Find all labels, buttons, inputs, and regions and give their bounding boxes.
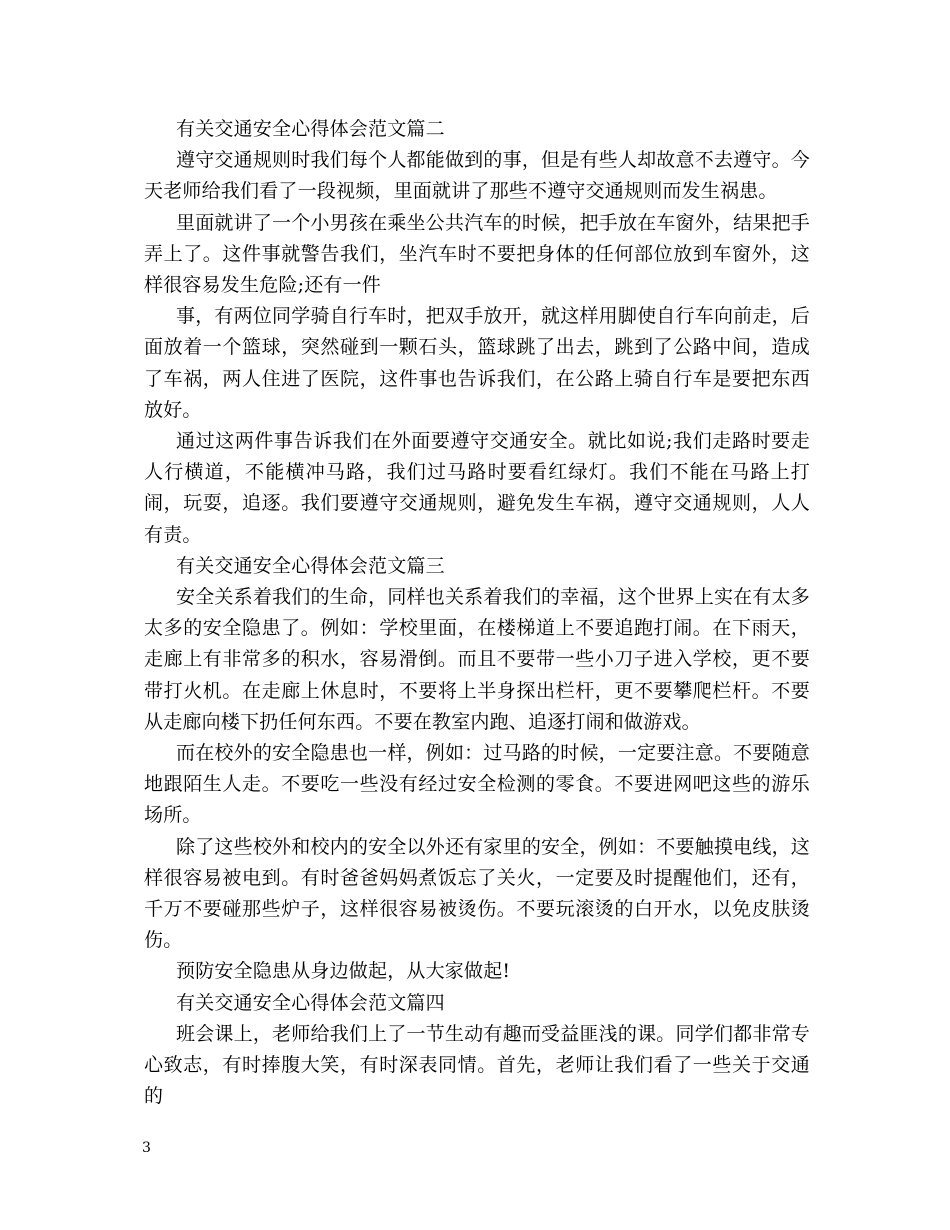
document-body bbox=[144, 114, 810, 1113]
paragraph: 而在校外的安全隐患也一样，例如：过马路的时候，一定要注意。不要随意地跟陌生人走。不要吃一些没有经过安全检测的零食。不要进网吧这些的游乐场所。 bbox=[144, 742, 810, 827]
paragraph: 安全关系着我们的生命，同样也关系着我们的幸福，这个世界上实在有太多太多的安全隐患了。例如：学校里面，在楼梯道上不要追跑打闹。在下雨天，走廊上有非常多的积水，容易滑倒。而且不要带一些小刀子进入学校，更不要带打火机。在走廊上休息时，不要将上半身探出栏杆，更不要攀爬栏杆。不要从走廊向楼下扔任何东西。不要在教室内跑、追逐打闹和做游戏。 bbox=[144, 586, 810, 733]
paragraph: 班会课上，老师给我们上了一节生动有趣而受益匪浅的课。同学们都非常专心致志，有时捧腹大笑，有时深表同情。首先，老师让我们看了一些关于交通的 bbox=[144, 1022, 810, 1108]
paragraph: 除了这些校外和校内的安全以外还有家里的安全，例如：不要触摸电线，这样很容易被电到。有时爸爸妈妈煮饭忘了关火，一定要及时提醒他们，还有，千万不要碰那些炉子，这样很容易被烫伤。不要玩滚烫的白开水，以免皮肤烫伤。 bbox=[144, 835, 810, 952]
section-heading-part-2: 有关交通安全心得体会范文篇二 bbox=[176, 118, 445, 140]
paragraph: 预防安全隐患从身边做起，从大家做起! bbox=[176, 960, 511, 983]
paragraph: 通过这两件事告诉我们在外面要遵守交通安全。就比如说;我们走路时要走人行横道，不能横冲马路，我们过马路时要看红绿灯。我们不能在马路上打闹，玩耍，追逐。我们要遵守交通规则，避免发生车祸，遵守交通规则，人人有责。 bbox=[144, 430, 810, 546]
paragraph: 遵守交通规则时我们每个人都能做到的事，但是有些人却故意不去遵守。今天老师给我们看了一段视频，里面就讲了那些不遵守交通规则而发生祸患。 bbox=[144, 149, 810, 203]
section-heading-part-3: 有关交通安全心得体会范文篇三 bbox=[176, 554, 445, 577]
paragraph: 里面就讲了一个小男孩在乘坐公共汽车的时候，把手放在车窗外，结果把手弄上了。这件事就警告我们，坐汽车时不要把身体的任何部位放到车窗外，这样很容易发生危险;还有一件 bbox=[144, 211, 810, 297]
paragraph: 事，有两位同学骑自行车时，把双手放开，就这样用脚使自行车向前走，后面放着一个篮球，突然碰到一颗石头，篮球跳了出去，跳到了公路中间，造成了车祸，两人住进了医院，这件事也告诉我们，在公路上骑自行车是要把东西放好。 bbox=[144, 305, 810, 421]
section-heading-part-4: 有关交通安全心得体会范文篇四 bbox=[176, 991, 445, 1014]
page-number: 3 bbox=[142, 1140, 151, 1156]
